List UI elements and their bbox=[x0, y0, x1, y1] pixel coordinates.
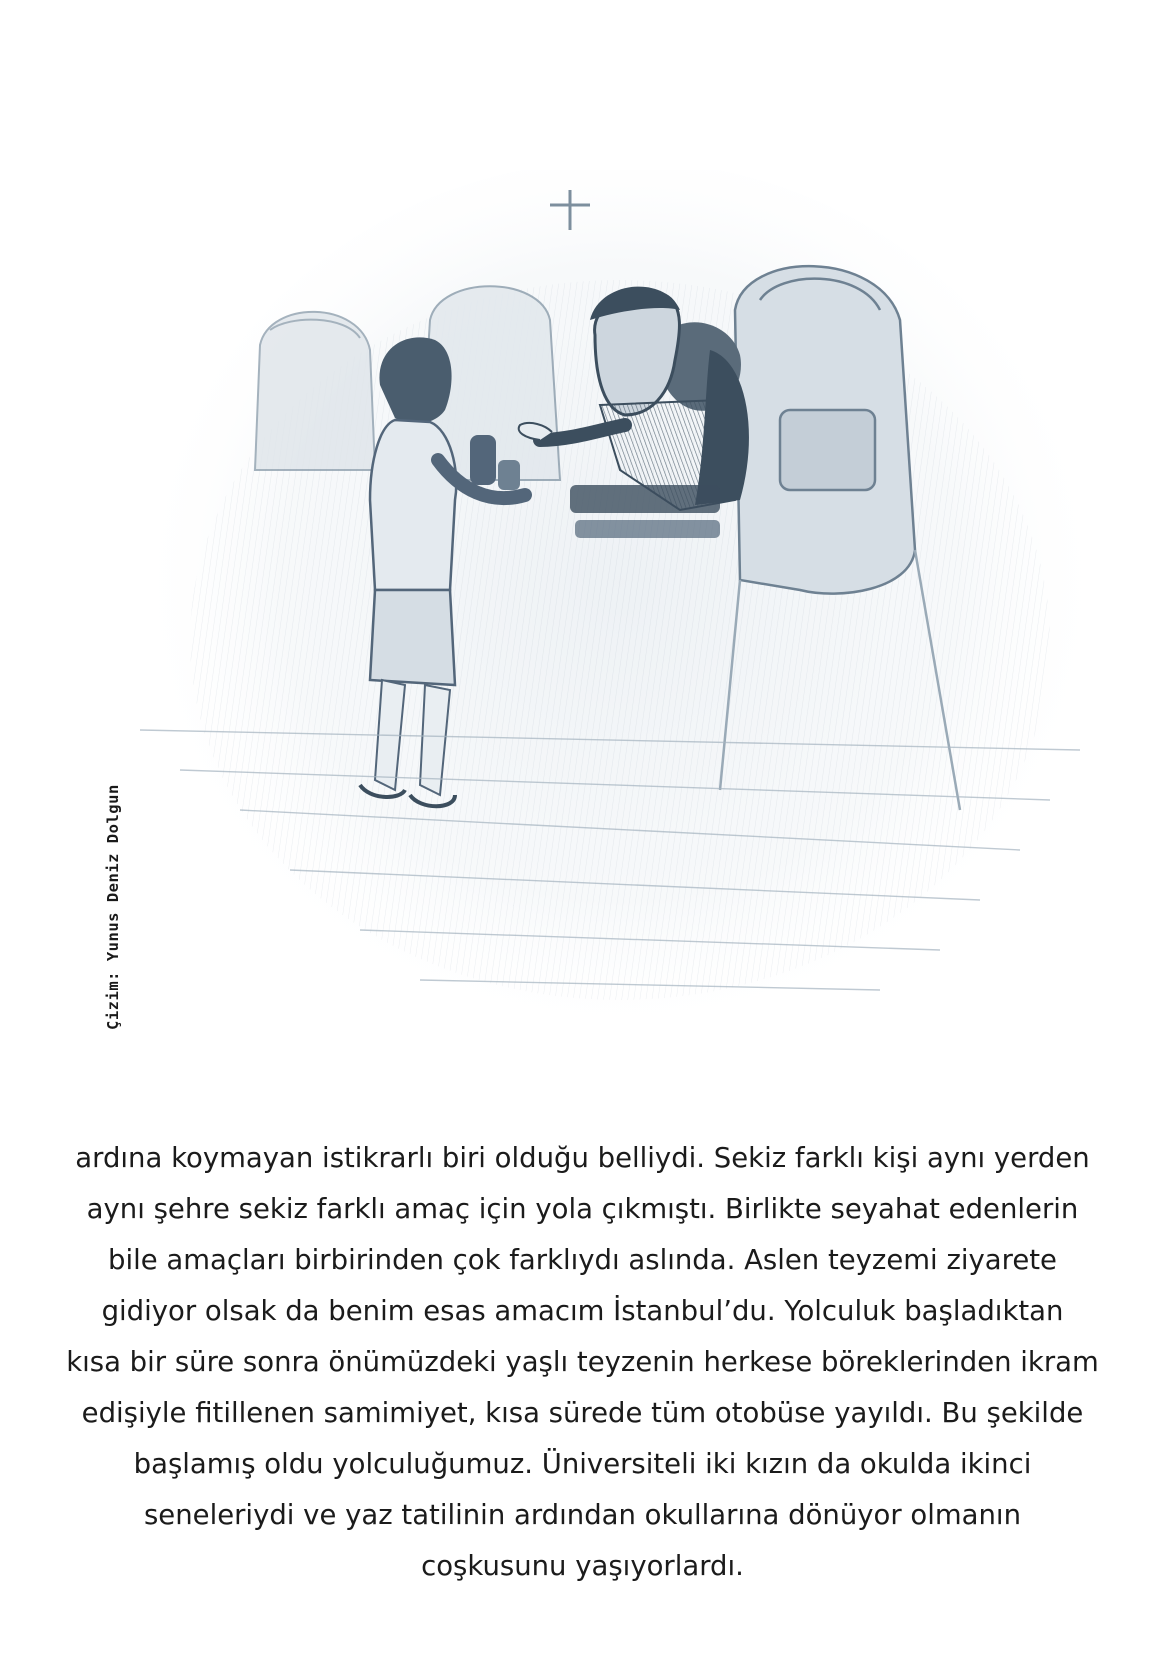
bus-seat-left bbox=[255, 312, 375, 470]
illustration-credit: Çizim: Yunus Deniz Dolgun bbox=[104, 784, 122, 1030]
sketch-image bbox=[120, 170, 1110, 1070]
text-line: aynı şehre sekiz farklı amaç için yola çıkmıştı. Birlikte seyahat edenlerin bbox=[86, 1193, 1079, 1225]
pencil-sketch-illustration bbox=[120, 170, 1110, 1070]
body-paragraph bbox=[60, 1133, 1105, 1592]
text-line: ardına koymayan istikrarlı biri olduğu belliydi. Sekiz farklı kişi aynı yerden bbox=[75, 1142, 1090, 1174]
text-line: kısa bir süre sonra önümüzdeki yaşlı teyzenin herkese böreklerinden ikram bbox=[66, 1346, 1099, 1378]
text-line: coşkusunu yaşıyorlardı. bbox=[421, 1550, 744, 1582]
text-line: başlamış oldu yolculuğumuz. Üniversiteli iki kızın da okulda ikinci bbox=[133, 1448, 1032, 1480]
text-line: seneleriydi ve yaz tatilinin ardından okullarına dönüyor olmanın bbox=[143, 1499, 1022, 1531]
text-line: gidiyor olsak da benim esas amacım İstanbul’du. Yolculuk başladıktan bbox=[101, 1295, 1064, 1327]
text-line: bile amaçları birbirinden çok farklıydı aslında. Aslen teyzemi ziyarete bbox=[108, 1244, 1057, 1276]
text-line: edişiyle fitillenen samimiyet, kısa sürede tüm otobüse yayıldı. Bu şekilde bbox=[81, 1397, 1084, 1429]
